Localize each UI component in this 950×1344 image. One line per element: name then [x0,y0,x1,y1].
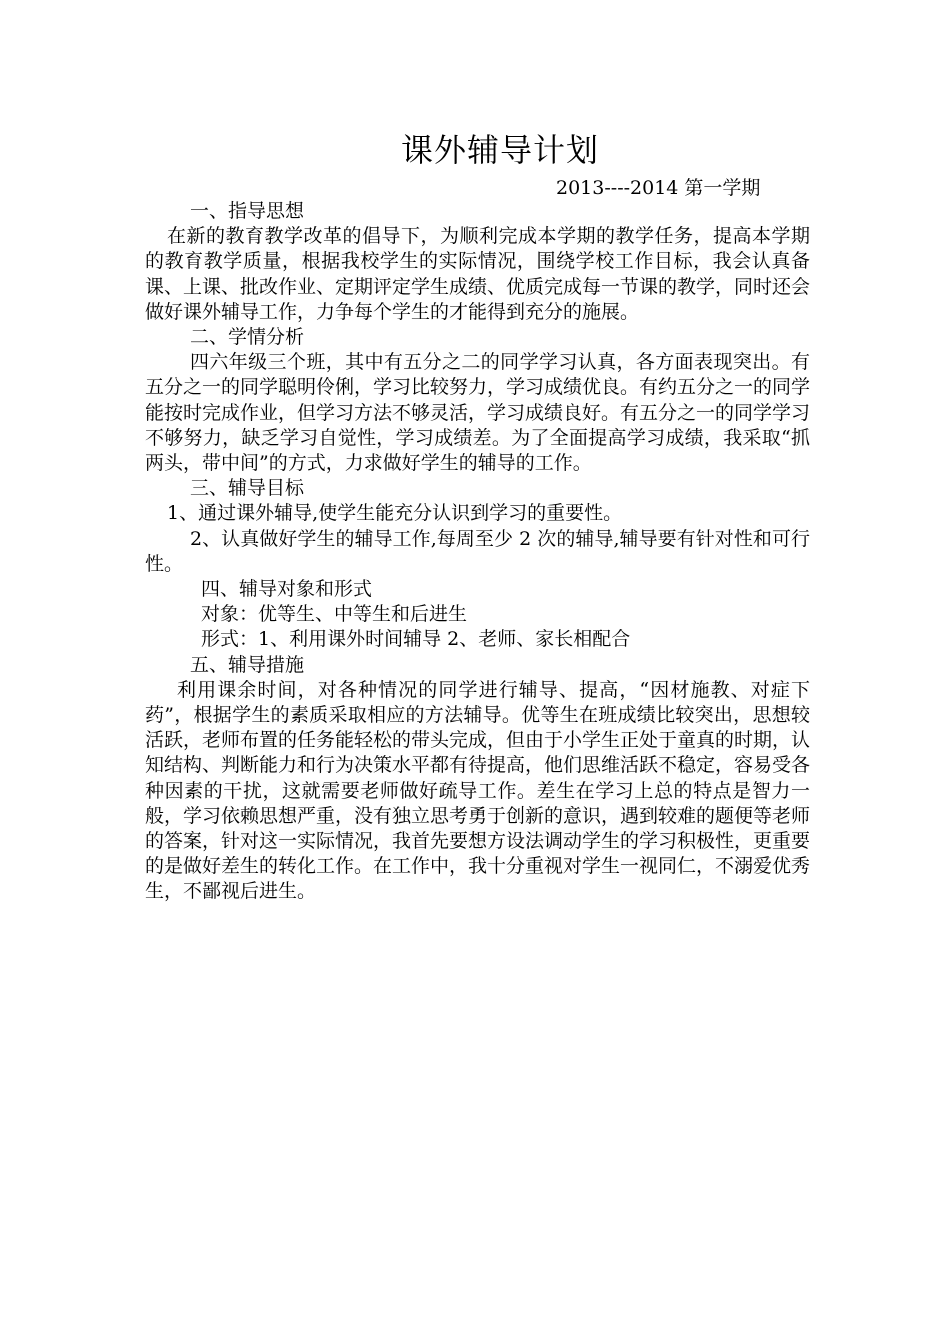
section-heading-guiding-thought: 一、指导思想 [190,200,305,222]
targets-line: 对象：优等生、中等生和后进生 [201,603,468,626]
section-heading-tutoring-goals: 三、辅导目标 [190,477,305,500]
document-title: 课外辅导计划 [400,131,599,169]
goal-item-2: 2、认真做好学生的辅导工作,每周至少 2 次的辅导,辅导要有针对性和可行性。 [145,527,810,575]
document-body [145,199,810,905]
section-heading-learning-analysis: 二、学情分析 [190,326,305,349]
section-heading-tutoring-measures: 五、辅导措施 [190,653,305,676]
goal-item-1: 1、通过课外辅导,使学生能充分认识到学习的重要性。 [167,502,623,525]
paragraph-learning-analysis: 四六年级三个班，其中有五分之二的同学学习认真，各方面表现突出。有五分之一的同学聪明伶俐，学习比较努力，学习成绩优良。有约五分之一的同学能按时完成作业，但学习方法不够灵活，学习成绩良好。有五分之一的同学学习不够努力，缺乏学习自觉性，学习成绩差。为了全面提高学习成绩，我采取“抓两头，带中间”的方式，力求做好学生的辅导的工作。 [145,351,811,475]
forms-line: 形式：1、利用课外时间辅导 2、老师、家长相配合 [201,628,631,651]
paragraph-guiding-thought: 在新的教育教学改革的倡导下，为顺利完成本学期的教学任务，提高本学期的教育教学质量，根据我校学生的实际情况，围绕学校工作目标，我会认真备课、上课、批改作业、定期评定学生成绩、优质完成每一节课的教学，同时还会做好课外辅导工作，力争每个学生的才能得到充分的施展。 [145,225,811,323]
paragraph-tutoring-measures: 利用课余时间，对各种情况的同学进行辅导、提高，“因材施教、对症下药”，根据学生的素质采取相应的方法辅导。优等生在班成绩比较突出，思想较活跃，老师布置的任务能轻松的带头完成，但由于小学生正处于童真的时期，认知结构、判断能力和行为决策水平都有待提高，他们思维活跃不稳定，容易受各种因素的干扰，这就需要老师做好疏导工作。差生在学习上总的特点是智力一般，学习依赖思想严重，没有独立思考勇于创新的意识，遇到较难的题便等老师的答案，针对这一实际情况，我首先要想方设法调动学生的学习积极性，更重要的是做好差生的转化工作。在工作中，我十分重视对学生一视同仁，不溺爱优秀生，不鄙视后进生。 [145,678,811,903]
term-label: 2013----2014 第一学期 [556,177,761,199]
section-heading-targets-and-forms: 四、辅导对象和形式 [201,578,373,601]
